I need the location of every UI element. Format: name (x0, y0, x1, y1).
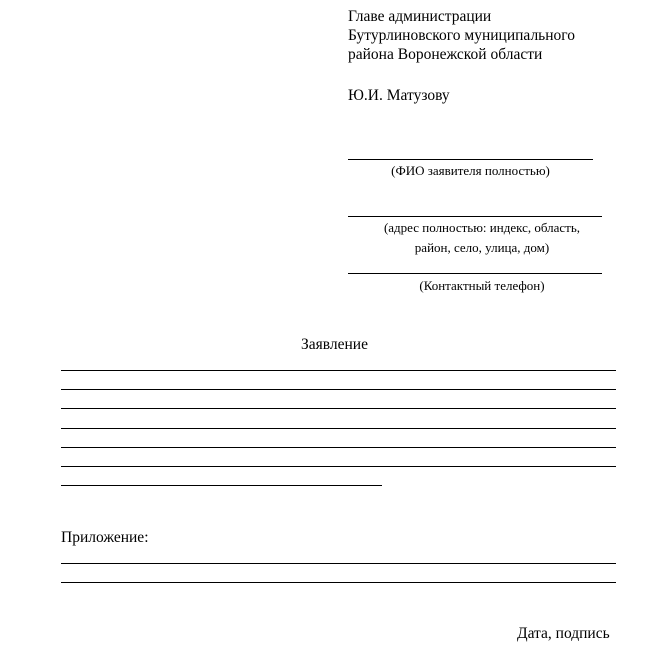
phone-blank-line (348, 273, 602, 274)
document-title: Заявление (301, 336, 368, 353)
fio-caption: (ФИО заявителя полностью) (391, 163, 550, 178)
body-blank-line (61, 408, 616, 409)
body-blank-line (61, 428, 616, 429)
address-blank-line (348, 216, 602, 217)
attachment-blank-line (61, 563, 616, 564)
body-blank-line (61, 389, 616, 390)
body-blank-line (61, 447, 616, 448)
address-caption-line-1: (адрес полностью: индекс, область, (383, 220, 581, 235)
phone-caption: (Контактный телефон) (419, 278, 545, 293)
recipient-line-3: района Воронежской области (348, 46, 543, 63)
recipient-name: Ю.И. Матузову (348, 87, 450, 104)
body-blank-line-short (61, 485, 382, 486)
fio-blank-line (348, 159, 593, 160)
body-blank-line (61, 466, 616, 467)
date-signature-label: Дата, подпись (517, 625, 610, 642)
attachment-blank-line (61, 582, 616, 583)
recipient-line-1: Главе администрации (348, 8, 492, 25)
attachment-label: Приложение: (61, 529, 149, 546)
body-blank-line (61, 370, 616, 371)
recipient-line-2: Бутурлиновского муниципального (348, 27, 576, 44)
address-caption-line-2: район, село, улица, дом) (414, 240, 550, 255)
